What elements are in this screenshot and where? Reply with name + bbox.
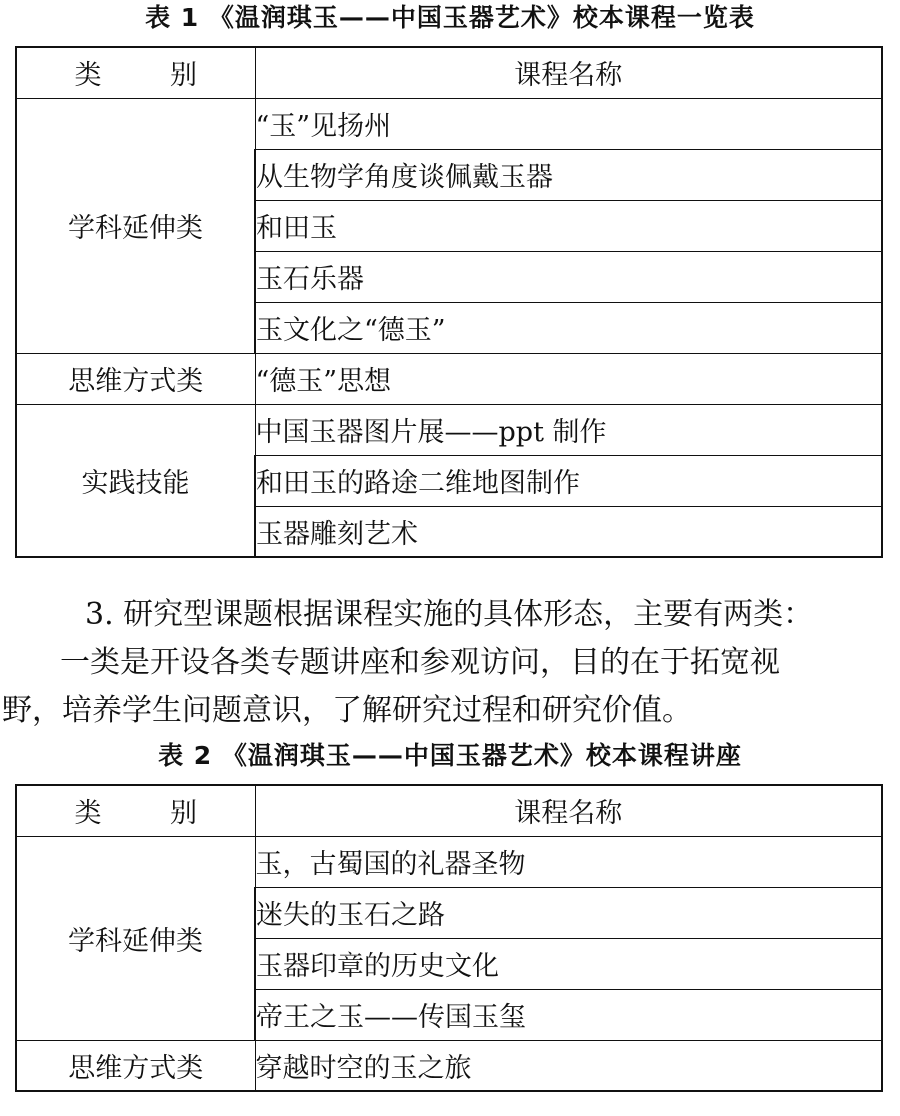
category-cell: 思维方式类 [16, 353, 255, 404]
course-name-cell: 玉文化之“德玉” [255, 302, 882, 353]
course-name-cell: 穿越时空的玉之旅 [255, 1040, 882, 1091]
body-paragraph-line: 野，培养学生问题意识，了解研究过程和研究价值。 [2, 693, 692, 728]
table-header-row [16, 785, 882, 836]
table2-caption: 表 2 《温润琪玉——中国玉器艺术》校本课程讲座 [158, 741, 742, 770]
course-name-cell: 玉器印章的历史文化 [255, 938, 882, 989]
table-row [16, 1040, 882, 1091]
category-column-header: 类 别 [16, 47, 255, 98]
table-row [16, 404, 882, 455]
course-name-column-header: 课程名称 [255, 785, 882, 836]
table-row [16, 98, 882, 149]
course-name-cell: 和田玉的路途二维地图制作 [255, 455, 882, 506]
course-name-cell: 玉石乐器 [255, 251, 882, 302]
course-list-table [15, 46, 883, 558]
category-cell: 思维方式类 [16, 1040, 255, 1091]
lecture-list-table [15, 784, 883, 1092]
table1-caption: 表 1 《温润琪玉——中国玉器艺术》校本课程一览表 [145, 3, 755, 32]
category-column-header: 类 别 [16, 785, 255, 836]
table-row [16, 836, 882, 887]
course-name-cell: 从生物学角度谈佩戴玉器 [255, 149, 882, 200]
course-name-cell: 玉器雕刻艺术 [255, 506, 882, 557]
course-name-cell: 和田玉 [255, 200, 882, 251]
body-paragraph-line: 3. 研究型课题根据课程实施的具体形态，主要有两类： [85, 597, 814, 632]
category-cell: 学科延伸类 [16, 836, 255, 1040]
course-name-cell: “德玉”思想 [255, 353, 882, 404]
body-paragraph-line: 一类是开设各类专题讲座和参观访问，目的在于拓宽视 [60, 645, 780, 680]
course-name-cell: 迷失的玉石之路 [255, 887, 882, 938]
course-name-column-header: 课程名称 [255, 47, 882, 98]
course-name-cell: 中国玉器图片展——ppt 制作 [255, 404, 882, 455]
category-cell: 学科延伸类 [16, 98, 255, 353]
course-name-cell: 帝王之玉——传国玉玺 [255, 989, 882, 1040]
category-cell: 实践技能 [16, 404, 255, 557]
course-name-cell: “玉”见扬州 [255, 98, 882, 149]
table-header-row [16, 47, 882, 98]
course-name-cell: 玉，古蜀国的礼器圣物 [255, 836, 882, 887]
table-row [16, 353, 882, 404]
